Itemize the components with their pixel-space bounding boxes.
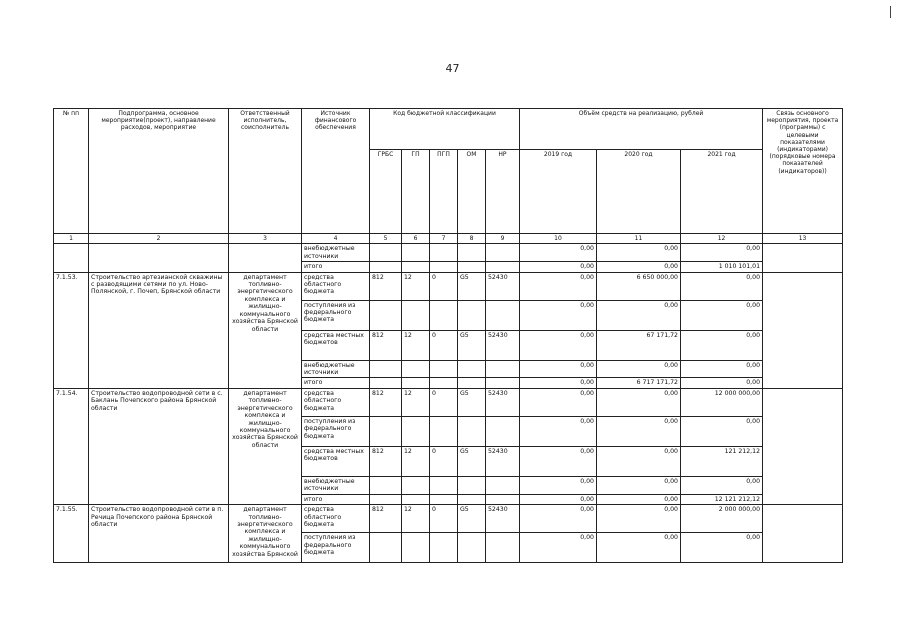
- cell-om: G5: [458, 272, 486, 300]
- col-number: 13: [763, 234, 843, 244]
- budget-table: [53, 108, 843, 563]
- cell-nr: [486, 360, 520, 378]
- cell-2021: 121 212,12: [681, 446, 763, 476]
- cell-2021: 12 000 000,00: [681, 388, 763, 416]
- cell-pgp: [430, 416, 458, 446]
- col-number: 1: [54, 234, 89, 244]
- cell-2019: 0,00: [520, 330, 597, 360]
- cell-2020: 67 171,72: [597, 330, 681, 360]
- cell-2020: 0,00: [597, 494, 681, 504]
- header-gp: ГП: [402, 150, 430, 234]
- cell-pgp: [430, 476, 458, 494]
- cell-gp: 12: [402, 446, 430, 476]
- cell-grbs: [370, 533, 402, 563]
- cell-om: [458, 360, 486, 378]
- cell-source: внебюджетные источники: [302, 244, 370, 262]
- col-number: 12: [681, 234, 763, 244]
- header-2021: 2021 год: [681, 150, 763, 234]
- cell-grbs: 812: [370, 272, 402, 300]
- cell-source: средства областного бюджета: [302, 272, 370, 300]
- cell-gp: [402, 378, 430, 388]
- cell-2019: 0,00: [520, 494, 597, 504]
- page-number: 47: [445, 62, 460, 75]
- cell-om: [458, 378, 486, 388]
- col-number: 7: [430, 234, 458, 244]
- header-om: ОМ: [458, 150, 486, 234]
- cell-pgp: 0: [430, 446, 458, 476]
- col-number: 10: [520, 234, 597, 244]
- cell-2019: 0,00: [520, 300, 597, 330]
- column-number-row: [54, 234, 843, 244]
- cell-nr: [486, 494, 520, 504]
- cell-2019: 0,00: [520, 416, 597, 446]
- header-budget-code: Код бюджетной классификации: [370, 109, 520, 150]
- cell-gp: [402, 494, 430, 504]
- cell-gp: [402, 360, 430, 378]
- cell-pgp: [430, 378, 458, 388]
- cell-name: [89, 244, 229, 272]
- header-row-1: [54, 109, 843, 150]
- cell-2020: 0,00: [597, 262, 681, 272]
- cell-no: 7.1.55.: [54, 505, 89, 563]
- table-row: [54, 388, 843, 416]
- cell-grbs: 812: [370, 505, 402, 533]
- cell-link: [763, 505, 843, 563]
- cell-name: Строительство водопроводной сети в п. Речица Почепского района Брянской области: [89, 505, 229, 563]
- header-subprogram: Подпрограмма, основное мероприятие(проект), направление расходов, мероприятие: [89, 109, 229, 234]
- cell-gp: 12: [402, 388, 430, 416]
- cell-2019: 0,00: [520, 360, 597, 378]
- header-source: Источник финансового обеспечения: [302, 109, 370, 234]
- cell-source: итого: [302, 494, 370, 504]
- cell-2021: 0,00: [681, 360, 763, 378]
- cell-gp: [402, 476, 430, 494]
- table-row: [54, 272, 843, 300]
- cell-2020: 0,00: [597, 505, 681, 533]
- cell-name: Строительство артезианской скважины с разводящими сетями по ул. Ново-Полянской, г. Почеп, Брянской области: [89, 272, 229, 388]
- cell-pgp: 0: [430, 388, 458, 416]
- cell-2019: 0,00: [520, 476, 597, 494]
- cell-2019: 0,00: [520, 244, 597, 262]
- cell-gp: [402, 300, 430, 330]
- col-number: 11: [597, 234, 681, 244]
- cell-2020: 0,00: [597, 446, 681, 476]
- cell-no: 7.1.54.: [54, 388, 89, 504]
- cell-2021: 0,00: [681, 300, 763, 330]
- cell-2021: 0,00: [681, 416, 763, 446]
- col-number: 4: [302, 234, 370, 244]
- cell-2019: 0,00: [520, 378, 597, 388]
- cell-2021: 0,00: [681, 533, 763, 563]
- header-grbs: ГРБС: [370, 150, 402, 234]
- cell-2020: 0,00: [597, 388, 681, 416]
- cell-2020: 0,00: [597, 360, 681, 378]
- cell-source: средства областного бюджета: [302, 388, 370, 416]
- cell-name: Строительство водопроводной сети в с. Баклань Почепского района Брянской области: [89, 388, 229, 504]
- cell-om: [458, 416, 486, 446]
- col-number: 5: [370, 234, 402, 244]
- cell-source: средства местных бюджетов: [302, 446, 370, 476]
- cell-om: G5: [458, 505, 486, 533]
- cell-2021: 0,00: [681, 378, 763, 388]
- col-number: 9: [486, 234, 520, 244]
- cell-grbs: [370, 494, 402, 504]
- col-number: 2: [89, 234, 229, 244]
- cell-grbs: 812: [370, 446, 402, 476]
- cell-source: внебюджетные источники: [302, 476, 370, 494]
- header-volume: Объём средств на реализацию, рублей: [520, 109, 763, 150]
- cell-om: [458, 300, 486, 330]
- header-no: № пп: [54, 109, 89, 234]
- cell-nr: [486, 476, 520, 494]
- cell-responsible: департамент топливно-энергетического комплекса и жилищно-коммунального хозяйства Брянской области: [229, 272, 302, 388]
- cell-nr: 52430: [486, 505, 520, 533]
- header-2020: 2020 год: [597, 150, 681, 234]
- cell-2019: 0,00: [520, 446, 597, 476]
- margin-mark: [890, 6, 891, 18]
- cell-grbs: [370, 300, 402, 330]
- cell-nr: 52430: [486, 388, 520, 416]
- cell-om: [458, 533, 486, 563]
- cell-2020: 6 650 000,00: [597, 272, 681, 300]
- cell-om: G5: [458, 330, 486, 360]
- cell-pgp: [430, 360, 458, 378]
- cell-nr: [486, 416, 520, 446]
- cell-2020: 0,00: [597, 300, 681, 330]
- cell-2019: 0,00: [520, 272, 597, 300]
- cell-2021: 0,00: [681, 476, 763, 494]
- cell-link: [763, 244, 843, 272]
- cell-pgp: [430, 494, 458, 504]
- cell-source: средства местных бюджетов: [302, 330, 370, 360]
- header-link: Связь основного мероприятия, проекта (программы) с целевыми показателями (индикаторами) (порядковые номера показателей (индикаторов)): [763, 109, 843, 234]
- cell-2020: 0,00: [597, 416, 681, 446]
- cell-gp: [402, 533, 430, 563]
- header-responsible: Ответственный исполнитель, соисполнитель: [229, 109, 302, 234]
- cell-pgp: 0: [430, 505, 458, 533]
- cell-source: средства областного бюджета: [302, 505, 370, 533]
- cell-source: внебюджетные источники: [302, 360, 370, 378]
- cell-link: [763, 388, 843, 504]
- cell-grbs: [370, 476, 402, 494]
- cell-no: 7.1.53.: [54, 272, 89, 388]
- cell-pgp: 0: [430, 272, 458, 300]
- cell-nr: [486, 300, 520, 330]
- cell-gp: [402, 416, 430, 446]
- header-2019: 2019 год: [520, 150, 597, 234]
- cell-grbs: [370, 360, 402, 378]
- col-number: 3: [229, 234, 302, 244]
- cell-responsible: департамент топливно-энергетического комплекса и жилищно-коммунального хозяйства Брянской области: [229, 388, 302, 504]
- cell-responsible: департамент топливно-энергетического комплекса и жилищно-коммунального хозяйства Брянской: [229, 505, 302, 563]
- cell-2021: 0,00: [681, 244, 763, 262]
- cell-2021: 0,00: [681, 272, 763, 300]
- cell-nr: [486, 533, 520, 563]
- cell-2019: 0,00: [520, 533, 597, 563]
- table-row: [54, 505, 843, 533]
- cell-source: итого: [302, 262, 370, 272]
- cell-om: G5: [458, 388, 486, 416]
- cell-2021: 1 010 101,01: [681, 262, 763, 272]
- cell-no: [54, 244, 89, 272]
- cell-2019: 0,00: [520, 388, 597, 416]
- cell-grbs: 812: [370, 388, 402, 416]
- header-pgp: ПГП: [430, 150, 458, 234]
- header-nr: НР: [486, 150, 520, 234]
- cell-nr: [486, 378, 520, 388]
- cell-nr: 52430: [486, 272, 520, 300]
- cell-grbs: [370, 378, 402, 388]
- col-number: 6: [402, 234, 430, 244]
- cell-source: итого: [302, 378, 370, 388]
- cell-pgp: [430, 533, 458, 563]
- cell-gp: 12: [402, 330, 430, 360]
- cell-2021: 0,00: [681, 330, 763, 360]
- cell-pgp: 0: [430, 330, 458, 360]
- cell-nr: 52430: [486, 330, 520, 360]
- cell-responsible: [229, 244, 302, 272]
- cell-2021: 2 000 000,00: [681, 505, 763, 533]
- cell-2020: 6 717 171,72: [597, 378, 681, 388]
- cell-nr: 52430: [486, 446, 520, 476]
- cell-om: [458, 494, 486, 504]
- cell-2019: 0,00: [520, 505, 597, 533]
- cell-2020: 0,00: [597, 244, 681, 262]
- cell-source: поступления из федерального бюджета: [302, 416, 370, 446]
- cell-om: G5: [458, 446, 486, 476]
- cell-grbs: 812: [370, 330, 402, 360]
- cell-pgp: [430, 300, 458, 330]
- cell-gp: 12: [402, 505, 430, 533]
- table-row: [54, 244, 843, 262]
- col-number: 8: [458, 234, 486, 244]
- cell-grbs: [370, 416, 402, 446]
- cell-om: [458, 476, 486, 494]
- cell-link: [763, 272, 843, 388]
- cell-2021: 12 121 212,12: [681, 494, 763, 504]
- cell-2019: 0,00: [520, 262, 597, 272]
- cell-source: поступления из федерального бюджета: [302, 533, 370, 563]
- cell-2020: 0,00: [597, 533, 681, 563]
- cell-source: поступления из федерального бюджета: [302, 300, 370, 330]
- cell-gp: 12: [402, 272, 430, 300]
- cell-2020: 0,00: [597, 476, 681, 494]
